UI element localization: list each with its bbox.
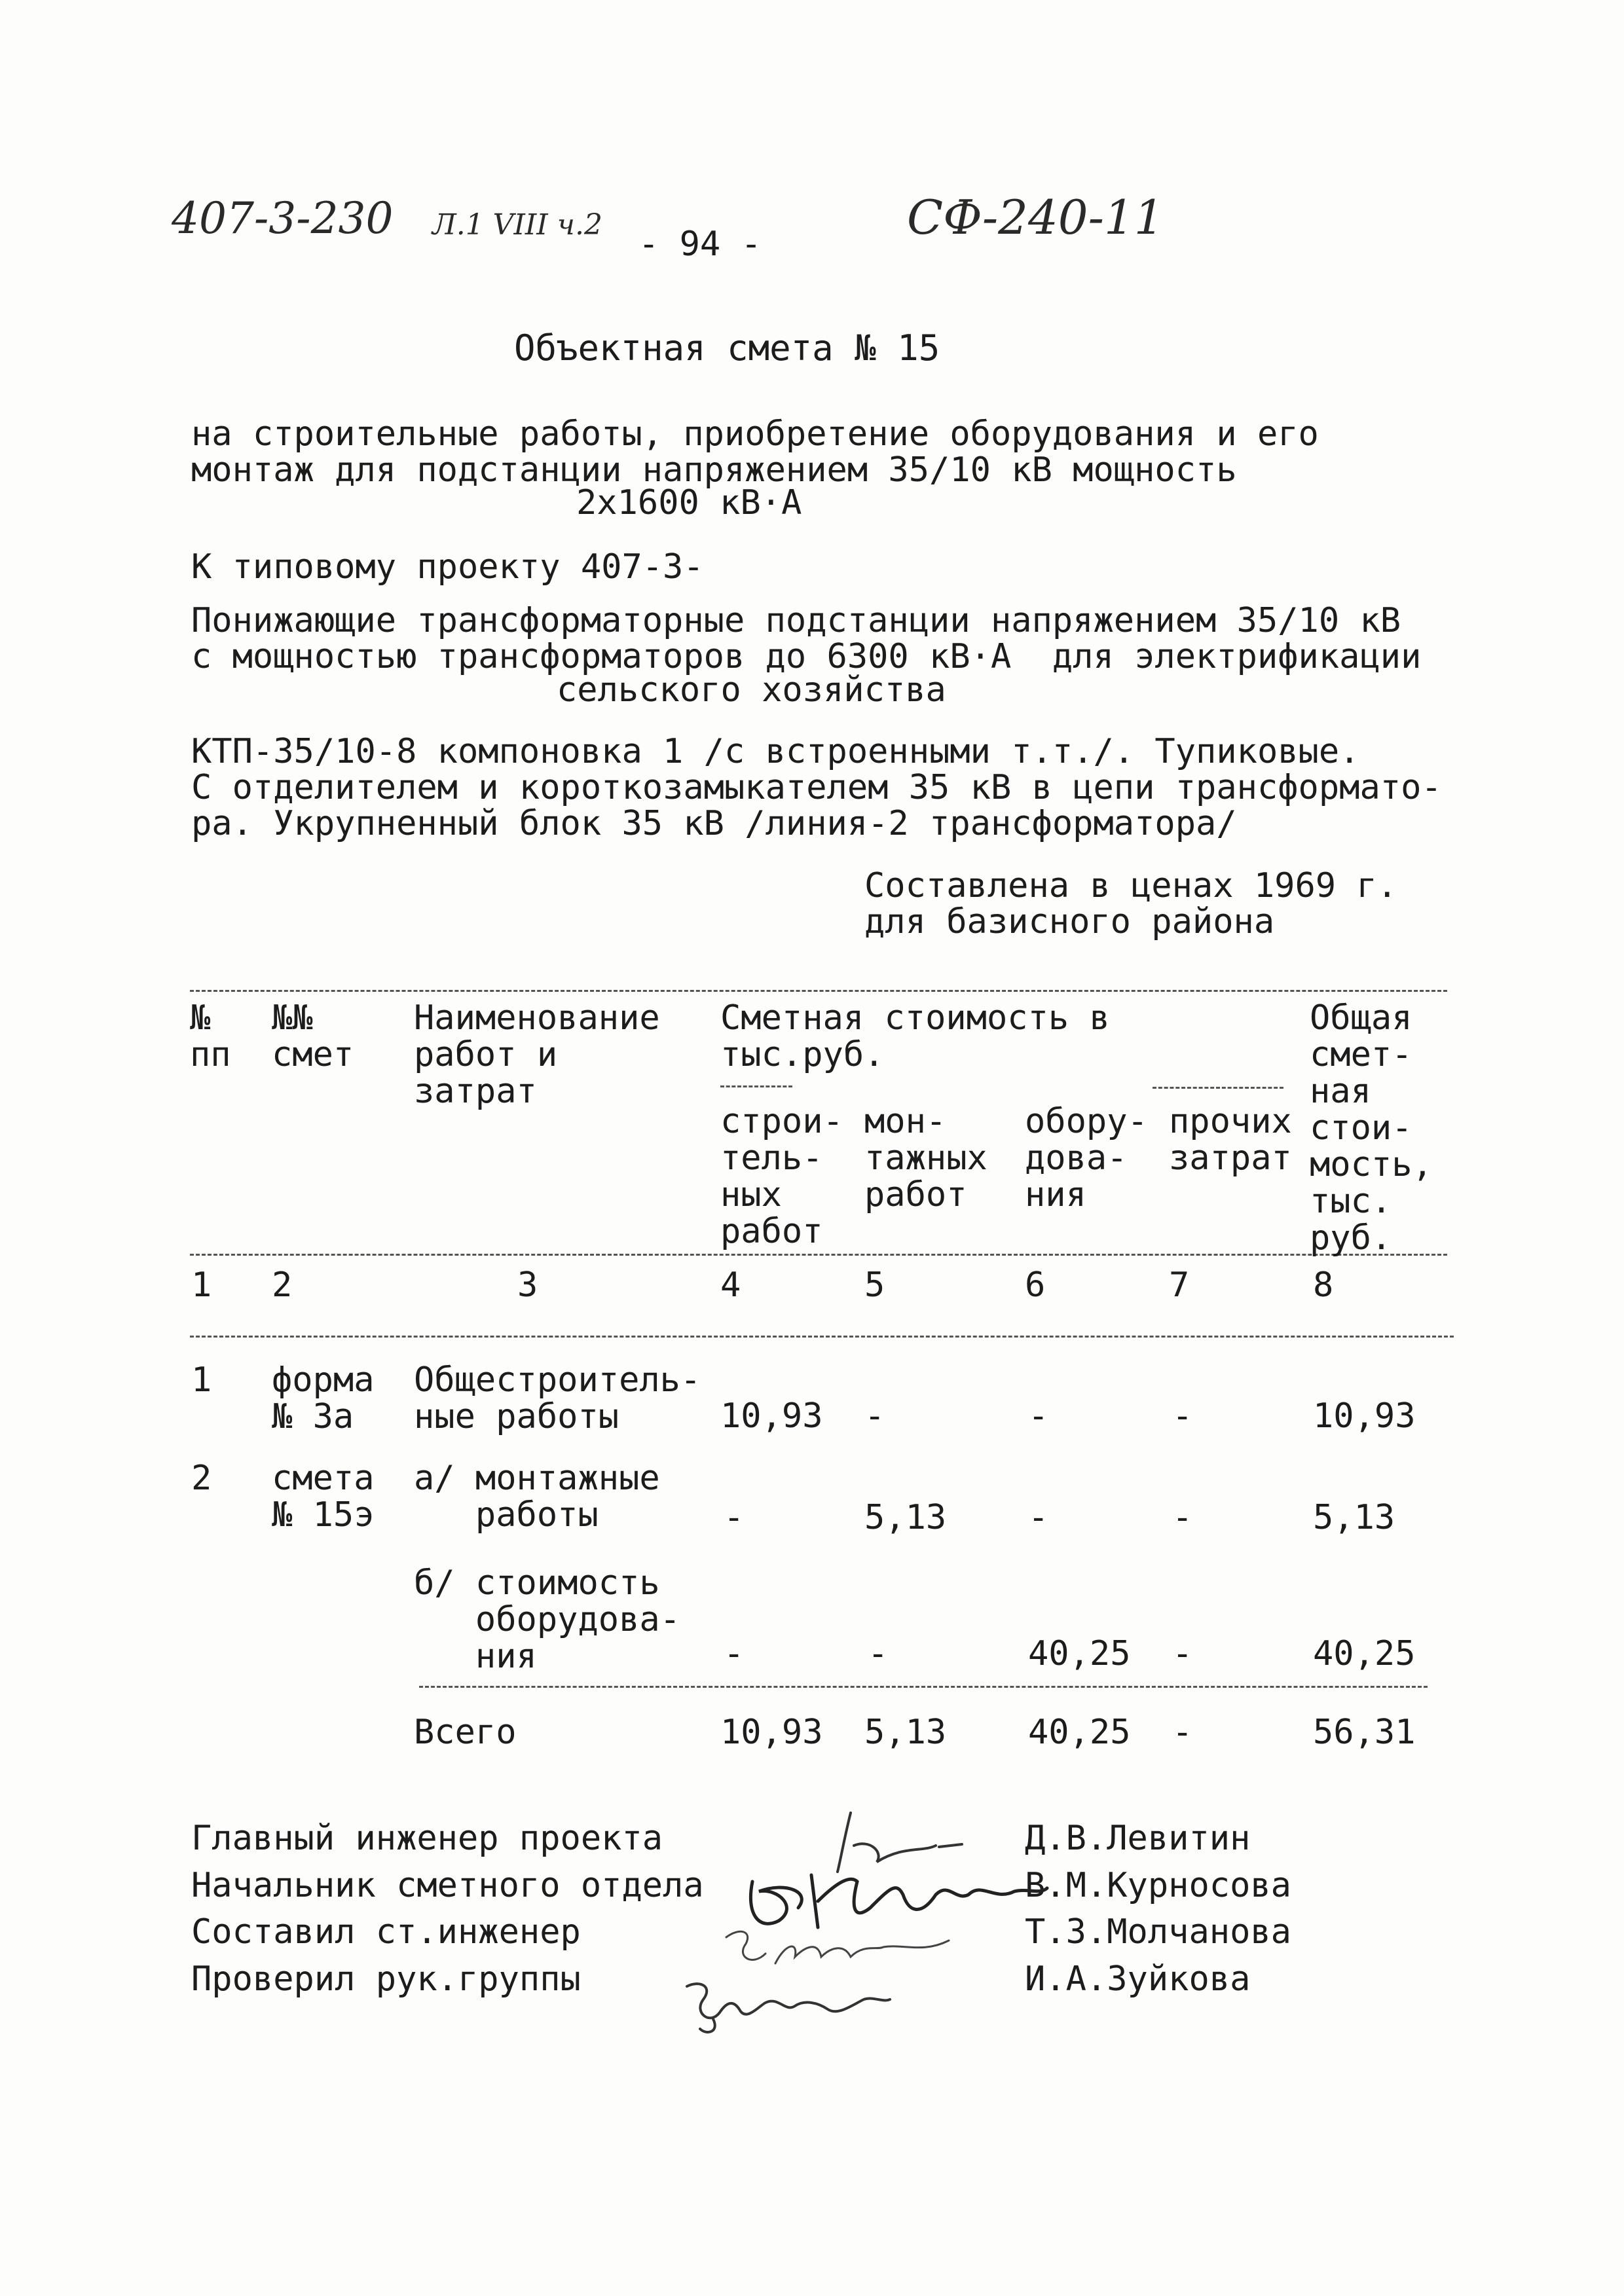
cell-installation: - — [864, 1396, 885, 1436]
signature-name: Т.З.Молчанова — [1025, 1912, 1291, 1952]
subtitle-line-3: 2х1600 кВ·А — [576, 483, 802, 522]
description-line-3: сельского хозяйства — [557, 670, 946, 710]
header-smeta-num: №№ смет — [272, 998, 354, 1074]
variant-line-1: КТП-35/10-8 компоновка 1 /с встроенными т.т./. Тупиковые. — [191, 732, 1360, 771]
row-number: 1 — [191, 1360, 212, 1400]
header-equipment: обору- дова- ния — [1025, 1102, 1148, 1214]
variant-line-3: ра. Укрупненный блок 35 кВ /линия-2 трансформатора/ — [191, 804, 1237, 843]
group-header-rule-right — [1153, 1087, 1283, 1089]
signature-name: И.А.Зуйкова — [1025, 1959, 1251, 1999]
row-name: Общестроитель- ные работы — [414, 1360, 701, 1436]
code-left: 407-3-230 — [172, 193, 394, 244]
total-other: - — [1172, 1713, 1193, 1752]
column-numbers-rule — [190, 1336, 1454, 1338]
group-header-rule — [720, 1085, 792, 1087]
header-other: прочих затрат — [1169, 1102, 1292, 1178]
row-number: 2 — [191, 1459, 212, 1498]
cell-total: 10,93 — [1313, 1396, 1416, 1436]
prices-line-1: Составлена в ценах 1969 г. — [864, 866, 1397, 905]
cell-installation: 5,13 — [864, 1498, 947, 1537]
row-name: а/ монтажные работы — [414, 1459, 660, 1535]
table-top-rule — [190, 990, 1447, 992]
signature-name: Д.В.Левитин — [1025, 1819, 1251, 1858]
row-smeta: смета № 15э — [272, 1459, 375, 1535]
header-cost-group: Сметная стоимость в тыс.руб. — [720, 998, 1110, 1074]
cell-equipment: - — [1028, 1498, 1049, 1537]
signature-name: В.М.Курносова — [1025, 1866, 1291, 1905]
cell-other: - — [1172, 1396, 1193, 1436]
row-smeta: форма № 3а — [272, 1360, 375, 1436]
total-rule — [419, 1686, 1428, 1688]
cell-other: - — [1172, 1634, 1193, 1673]
header-installation: мон- тажных работ — [864, 1102, 987, 1214]
col-number: 4 — [720, 1266, 741, 1305]
document-title: Объектная смета № 15 — [514, 327, 940, 369]
total-label: Всего — [414, 1713, 517, 1752]
signature-scribble-4 — [661, 1954, 896, 2041]
col-number: 3 — [517, 1266, 538, 1305]
signature-role: Начальник сметного отдела — [191, 1866, 704, 1905]
header-num: № пп — [190, 998, 231, 1074]
col-number: 1 — [191, 1266, 212, 1305]
project-reference: К типовому проекту 407-3- — [191, 547, 704, 587]
code-suffix: Л.1 VIII ч.2 — [432, 208, 602, 242]
col-number: 7 — [1169, 1266, 1190, 1305]
header-name: Наименование работ и затрат — [414, 998, 660, 1111]
col-number: 2 — [272, 1266, 293, 1305]
variant-line-2: С отделителем и короткозамыкателем 35 кВ в цепи трансформато- — [191, 768, 1442, 807]
cell-equipment: 40,25 — [1028, 1634, 1131, 1673]
signature-role: Главный инженер проекта — [191, 1819, 663, 1858]
cell-construction: - — [724, 1498, 745, 1537]
description-line-1: Понижающие трансформаторные подстанции напряжением 35/10 кВ — [191, 601, 1401, 640]
page-number: - 94 - — [638, 225, 762, 264]
row-name: б/ стоимость оборудова- ния — [414, 1563, 680, 1676]
cell-construction: 10,93 — [720, 1396, 823, 1436]
cell-total: 5,13 — [1313, 1498, 1395, 1537]
header-construction: строи- тель- ных работ — [720, 1102, 843, 1251]
cell-total: 40,25 — [1313, 1634, 1416, 1673]
col-number: 8 — [1313, 1266, 1334, 1305]
col-number: 6 — [1025, 1266, 1046, 1305]
subtitle-line-2: монтаж для подстанции напряжением 35/10 кВ мощность — [191, 450, 1237, 490]
signature-role: Составил ст.инженер — [191, 1912, 581, 1952]
total-equipment: 40,25 — [1028, 1713, 1131, 1752]
header-total: Общая смет- ная стои- мость, тыс. руб. — [1310, 998, 1433, 1258]
col-number: 5 — [864, 1266, 885, 1305]
cell-construction: - — [724, 1634, 745, 1673]
cell-equipment: - — [1028, 1396, 1049, 1436]
cell-installation: - — [868, 1634, 889, 1673]
signature-role: Проверил рук.группы — [191, 1959, 581, 1999]
subtitle-line-1: на строительные работы, приобретение оборудования и его — [191, 414, 1319, 454]
total-sum: 56,31 — [1313, 1713, 1416, 1752]
header-bottom-rule — [190, 1254, 1447, 1256]
description-line-2: с мощностью трансформаторов до 6300 кВ·А для электрификации — [191, 637, 1422, 676]
code-right: СФ-240-11 — [907, 190, 1164, 245]
cell-other: - — [1172, 1498, 1193, 1537]
total-installation: 5,13 — [864, 1713, 947, 1752]
total-construction: 10,93 — [720, 1713, 823, 1752]
prices-line-2: для базисного района — [864, 902, 1275, 941]
